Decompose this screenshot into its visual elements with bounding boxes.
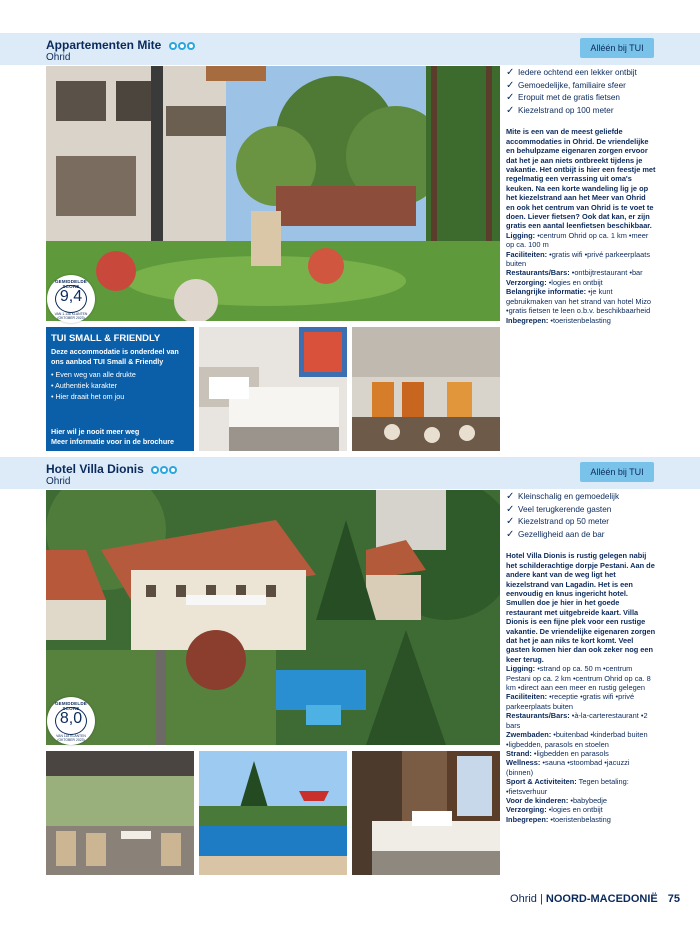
info-line: Ligging: •strand op ca. 50 m •centrum Pestani op ca. 2 km •centrum Ohrid op ca. 8 km •direct aan een meer en rustig gelegen	[506, 664, 651, 693]
hotel-header	[0, 33, 700, 65]
bedroom-photo	[352, 751, 500, 875]
info-line: Belangrijke informatie: •je kunt gebruikmaken van het strand van hotel Mizo •gratis fietsen te leen o.b.v. beschikbaarheid	[506, 287, 652, 316]
check-icon: ✓	[506, 503, 515, 515]
crown-rating-icon	[151, 463, 178, 477]
hotel-description-column	[506, 67, 656, 325]
small-friendly-description: Deze accommodatie is onderdeel van ons aanbod TUI Small & Friendly	[51, 347, 179, 366]
info-line: Verzorging: •logies en ontbijt	[506, 805, 603, 815]
info-line: Strand: •ligbedden en parasols	[506, 748, 609, 758]
room-photo	[199, 327, 347, 451]
hotel-main-photo	[46, 66, 500, 321]
info-line: Inbegrepen: •toeristenbelasting	[506, 814, 611, 824]
average-score-badge	[47, 275, 95, 323]
hotel-name: Hotel Villa Dionis	[46, 462, 178, 477]
small-friendly-list	[51, 369, 136, 402]
footer-region: NOORD-MACEDONIË	[545, 893, 658, 905]
intro-text: Hotel Villa Dionis is rustig gelegen nabij het schilderachtige dorpje Pestani. Aan de andere kant van de weg ligt het kiezelstrand van Lagadin. Het is een eenvoudig en knus ingericht hotel. Smullen doe je hier in het goede restaurant met uitgebreide kaart. Villa Dionis is een fijne plek voor een rustige vakantie. De vriendelijke eigenaren zorgen dat het je aan niks te kort komt. Veel gasten komen hier dan ook zeker nog een keer terug.	[506, 551, 656, 664]
list-item: ✓ Eropuit met de gratis fietsen	[506, 92, 620, 104]
hotel-name: Appartementen Mite	[46, 38, 196, 53]
info-line: Wellness: •sauna •stoombad •jacuzzi (binnen)	[506, 758, 630, 777]
exclusive-button[interactable]: Alléén bij TUI	[580, 462, 654, 482]
info-line: Faciliteiten: •receptie •gratis wifi •privé parkeerplaats buiten	[506, 692, 635, 711]
score-value: 9,4	[59, 288, 83, 305]
crown-rating-icon	[169, 39, 196, 53]
score-value: 8,0	[59, 710, 83, 727]
check-icon: ✓	[506, 491, 515, 502]
check-icon: ✓	[506, 528, 515, 540]
list-item: • Hier draait het om jou	[51, 392, 125, 401]
small-friendly-more-info: Meer informatie voor in de brochure	[51, 437, 175, 446]
list-item: • Authentiek karakter	[51, 381, 118, 390]
small-friendly-title: TUI SMALL & FRIENDLY	[51, 333, 161, 344]
info-line: Verzorging: •logies en ontbijt	[506, 277, 603, 287]
info-line: Voor de kinderen: •babybedje	[506, 795, 608, 805]
score-count: VAN 1.138 KLANTEN (OKTOBER 2023)	[54, 312, 88, 320]
feature-list	[506, 67, 656, 117]
hotel-city: Ohrid	[46, 52, 71, 63]
score-count: VAN 118 KLANTEN (OKTOBER 2023)	[56, 734, 86, 742]
page-footer	[510, 893, 680, 905]
info-line: Sport & Activiteiten: Tegen betaling: •fietsverhuur	[506, 777, 629, 796]
exclusive-button[interactable]: Alléén bij TUI	[580, 38, 654, 58]
small-friendly-tagline: Hier wil je nooit meer weg	[51, 427, 140, 436]
terrace-photo	[46, 751, 194, 875]
hotel-description-column	[506, 491, 656, 824]
list-item: ✓ Gezelligheid aan de bar	[506, 528, 605, 540]
info-line: Ligging: •centrum Ohrid op ca. 1 km •meer op ca. 100 m	[506, 230, 649, 250]
check-icon: ✓	[506, 516, 515, 528]
list-item: ✓ Kiezelstrand op 100 meter	[506, 104, 614, 116]
info-line: Faciliteiten: •gratis wifi •privé parkeerplaats buiten	[506, 249, 651, 269]
check-icon: ✓	[506, 104, 515, 116]
hotel-main-photo	[46, 490, 500, 745]
info-line: Restaurants/Bars: •à-la-carterestaurant •2 bars	[506, 711, 648, 730]
intro-text: Mite is een van de meest geliefde accommodaties in Ohrid. De vriendelijke en behulpzame eigenaren zorgen ervoor dat het je aan niets ontbreekt tijdens je vakantie. Het ontbijt is hier een feestje met regelmatig een verrassing uit oma's keuken. Na een korte wandeling lig je op het kiezelstrand aan het Meer van Ohrid en ook het centrum van Ohrid is te voet te doen. Liever fietsen? Ook dat kan, er zijn gratis een aantal leenfietsen beschikbaar.	[506, 127, 656, 231]
list-item: ✓ Veel terugkerende gasten	[506, 503, 612, 515]
pool-photo	[199, 751, 347, 875]
breakfast-photo	[352, 327, 500, 451]
info-line: Zwembaden: •buitenbad •kinderbad buiten •ligbedden, parasols en stoelen	[506, 730, 648, 749]
footer-separator: |	[536, 893, 546, 905]
score-label: GEMIDDELDE SCORE	[54, 701, 87, 711]
average-score-badge	[47, 697, 95, 745]
hotel-city: Ohrid	[46, 476, 71, 487]
list-item: ✓ Kleinschalig en gemoedelijk	[506, 491, 620, 502]
feature-list	[506, 491, 656, 541]
small-friendly-footer	[51, 427, 174, 447]
info-line: Restaurants/Bars: •ontbijtrestaurant •bar	[506, 268, 643, 278]
list-item: ✓ Gemoedelijke, familiaire sfeer	[506, 79, 626, 91]
check-icon: ✓	[506, 67, 515, 78]
list-item: • Even weg van alle drukte	[51, 370, 136, 379]
check-icon: ✓	[506, 79, 515, 91]
info-line: Inbegrepen: •toeristenbelasting	[506, 315, 611, 325]
list-item: ✓ Iedere ochtend een lekker ontbijt	[506, 67, 637, 78]
small-friendly-box	[46, 327, 194, 451]
page-number: 75	[667, 893, 680, 905]
check-icon: ✓	[506, 92, 515, 104]
hotel-header	[0, 457, 700, 489]
list-item: ✓ Kiezelstrand op 50 meter	[506, 516, 610, 528]
footer-city: Ohrid	[510, 893, 537, 905]
score-label: GEMIDDELDE SCORE	[54, 279, 87, 289]
